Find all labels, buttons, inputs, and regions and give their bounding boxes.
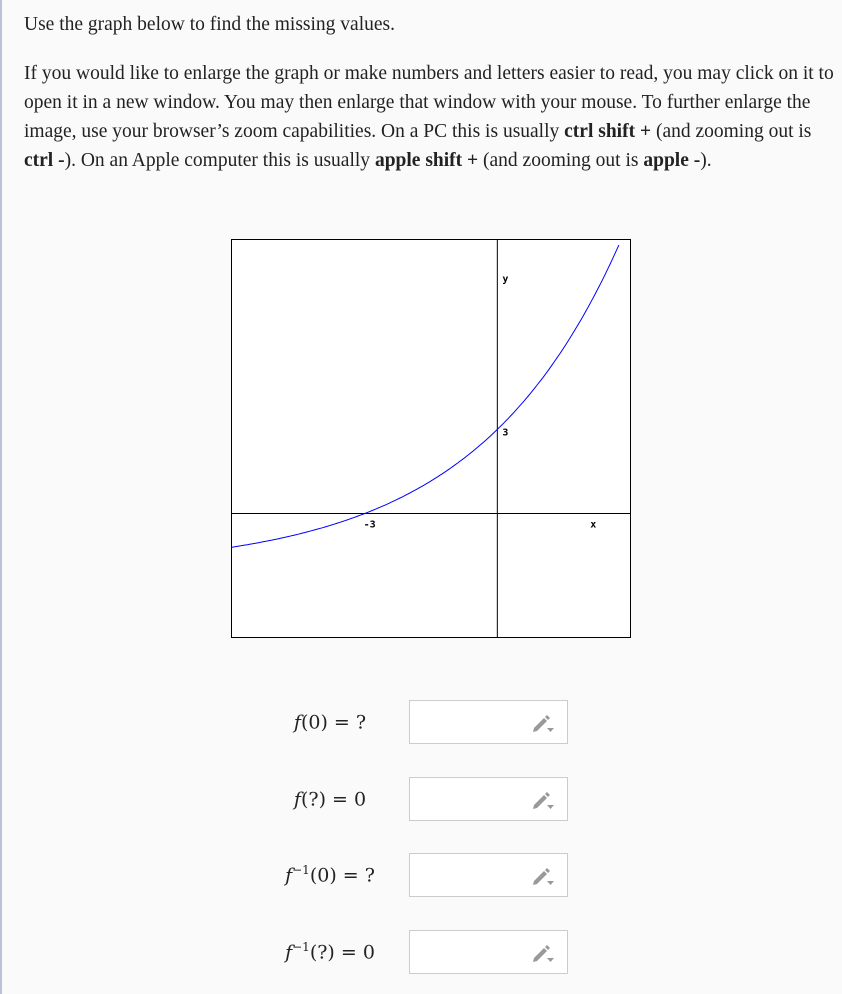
x-tick-label: -3	[363, 519, 376, 531]
question-label	[250, 940, 410, 963]
y-axis-label: y	[502, 274, 509, 285]
pencil-dropdown-icon[interactable]	[531, 791, 555, 811]
question-label	[250, 787, 410, 810]
text: ).	[700, 150, 712, 171]
instruction-text: Use the graph below to find the missing values.	[24, 14, 395, 35]
pc-zoom-in-keys: ctrl shift +	[564, 121, 652, 142]
inverse-superscript: −1	[292, 863, 310, 877]
function-name: f	[293, 788, 301, 811]
text: (and zooming out is	[651, 121, 812, 142]
pencil-dropdown-icon[interactable]	[531, 714, 555, 734]
x-axis-label: x	[590, 519, 597, 531]
text: (and zooming out is	[478, 150, 644, 171]
question-expression: (?) = 0	[300, 788, 367, 811]
left-border	[0, 0, 2, 994]
function-curve	[232, 245, 619, 547]
enlarge-instructions	[24, 59, 834, 175]
text: If you would like to enlarge the graph or make numbers and letters easier to read, you may click on it to open it in a new window. You may then enlarge that window with your mouse. To further enlarge the image, use your browser’s zoom capabilities. On a PC this is usually	[24, 63, 834, 142]
mac-zoom-out-keys: apple -	[643, 150, 701, 171]
question-expression: (?) = 0	[309, 941, 375, 964]
graph-svg	[232, 240, 630, 637]
y-tick-label: 3	[502, 427, 509, 439]
inverse-superscript: −1	[292, 940, 310, 954]
text: ). On an Apple computer this is usually	[64, 150, 375, 171]
function-name: f	[285, 941, 293, 964]
answer-input[interactable]	[409, 700, 568, 744]
question-expression: (0) = ?	[300, 711, 367, 734]
pencil-dropdown-icon[interactable]	[531, 944, 555, 964]
pc-zoom-out-keys: ctrl -	[24, 150, 65, 171]
function-name: f	[285, 864, 293, 887]
function-graph[interactable]	[231, 239, 631, 638]
question-label	[250, 863, 410, 886]
question-label	[250, 710, 410, 733]
function-name: f	[293, 711, 301, 734]
mac-zoom-in-keys: apple shift +	[374, 150, 479, 171]
pencil-dropdown-icon[interactable]	[531, 867, 555, 887]
question-expression: (0) = ?	[309, 864, 375, 887]
answer-input[interactable]	[409, 930, 568, 974]
answer-input[interactable]	[409, 777, 568, 821]
answer-input[interactable]	[409, 853, 568, 897]
